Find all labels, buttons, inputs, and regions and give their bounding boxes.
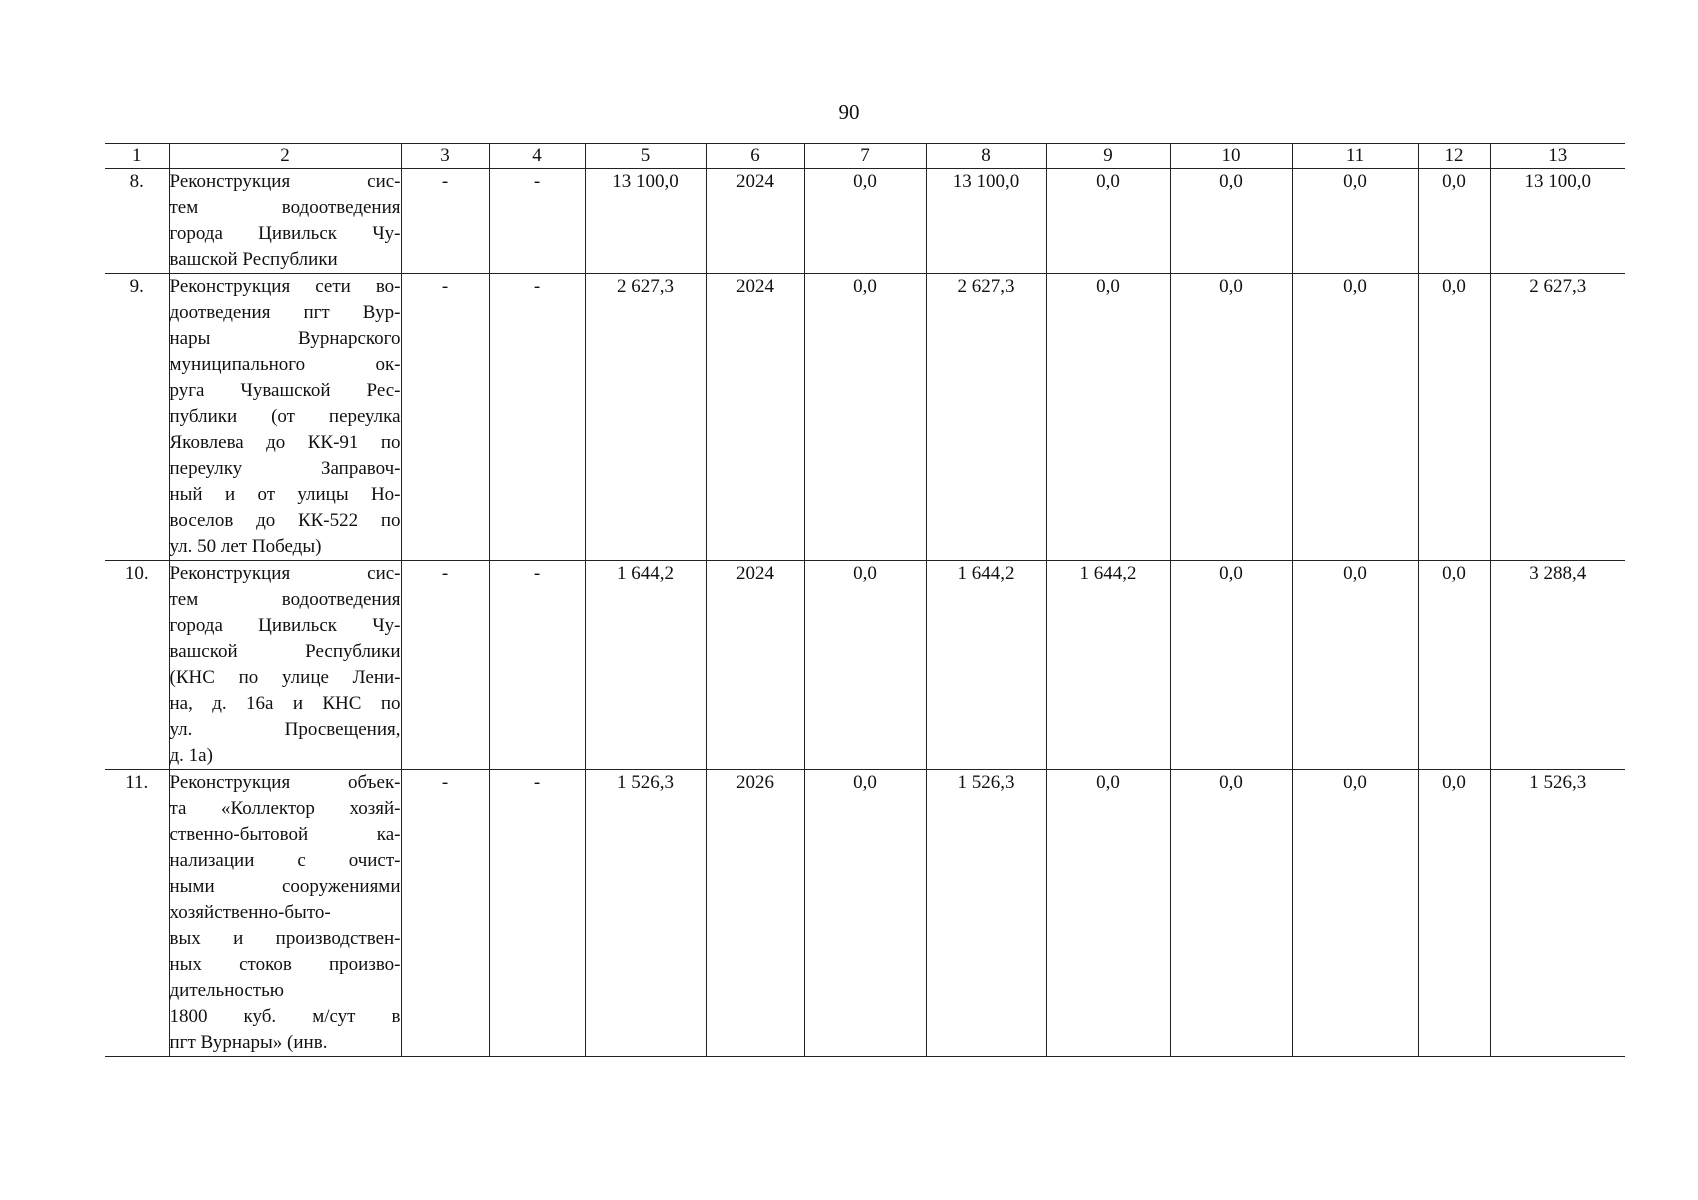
description-line: Реконструкция сети во- <box>169 276 401 297</box>
description-line: ный и от улицы Но- <box>169 484 401 505</box>
description-line: тем водоотведения <box>169 589 401 610</box>
description-line: тем водоотведения <box>169 197 401 218</box>
value-cell-c7: 0,0 <box>804 770 926 1057</box>
value-cell-c13: 1 526,3 <box>1490 770 1625 1057</box>
description-line: Реконструкция сис- <box>169 171 401 192</box>
value-cell-c3: - <box>401 770 489 1057</box>
value-cell-c4: - <box>489 274 585 561</box>
description-line: муниципального ок- <box>169 354 401 375</box>
value-cell-c11: 0,0 <box>1292 169 1418 274</box>
description-line: дительностью <box>169 980 284 1001</box>
description-line: пгт Вурнары» (инв. <box>169 1032 328 1053</box>
value-cell-c5: 1 526,3 <box>585 770 706 1057</box>
value-cell-c4: - <box>489 561 585 770</box>
value-cell-c7: 0,0 <box>804 169 926 274</box>
value-cell-c11: 0,0 <box>1292 561 1418 770</box>
description-line: ственно-бытовой ка- <box>169 824 401 845</box>
description-line: та «Коллектор хозяй- <box>169 798 401 819</box>
value-cell-c9: 1 644,2 <box>1046 561 1170 770</box>
page-number: 90 <box>838 100 860 124</box>
value-cell-c5: 13 100,0 <box>585 169 706 274</box>
value-cell-c10: 0,0 <box>1170 274 1292 561</box>
value-cell-c3: - <box>401 561 489 770</box>
description-line: доотведения пгт Вур- <box>169 302 401 323</box>
description-cell <box>169 770 401 1057</box>
description-line: ул. Просвещения, <box>169 719 401 740</box>
value-cell-c3: - <box>401 274 489 561</box>
value-cell-c7: 0,0 <box>804 561 926 770</box>
table-row <box>105 561 1625 770</box>
value-cell-c5: 2 627,3 <box>585 274 706 561</box>
value-cell-c12: 0,0 <box>1418 169 1490 274</box>
value-cell-c9: 0,0 <box>1046 169 1170 274</box>
column-header: 7 <box>804 144 926 169</box>
header-row <box>105 144 1625 169</box>
description-line: нары Вурнарского <box>169 328 401 349</box>
row-number: 9. <box>105 274 169 561</box>
description-line: нализации с очист- <box>169 850 401 871</box>
value-cell-c13: 13 100,0 <box>1490 169 1625 274</box>
table-row <box>105 169 1625 274</box>
value-cell-c5: 1 644,2 <box>585 561 706 770</box>
column-header: 2 <box>169 144 401 169</box>
value-cell-c11: 0,0 <box>1292 274 1418 561</box>
description-line: воселов до КК-522 по <box>169 510 401 531</box>
value-cell-c13: 3 288,4 <box>1490 561 1625 770</box>
description-line: 1800 куб. м/сут в <box>169 1006 401 1027</box>
description-line: д. 1а) <box>169 745 213 766</box>
description-line: Яковлева до КК-91 по <box>169 432 401 453</box>
description-line: хозяйственно-быто- <box>169 902 331 923</box>
data-table <box>105 143 1625 1057</box>
column-header: 12 <box>1418 144 1490 169</box>
column-header: 10 <box>1170 144 1292 169</box>
description-line: переулку Заправоч- <box>169 458 401 479</box>
description-cell <box>169 274 401 561</box>
column-header: 8 <box>926 144 1046 169</box>
row-number: 11. <box>105 770 169 1057</box>
row-number: 8. <box>105 169 169 274</box>
description-line: (КНС по улице Лени- <box>169 667 401 688</box>
column-header: 13 <box>1490 144 1625 169</box>
description-line: руга Чувашской Рес- <box>169 380 401 401</box>
description-line: вых и производствен- <box>169 928 401 949</box>
value-cell-c12: 0,0 <box>1418 770 1490 1057</box>
value-cell-c4: - <box>489 770 585 1057</box>
value-cell-c12: 0,0 <box>1418 561 1490 770</box>
value-cell-c12: 0,0 <box>1418 274 1490 561</box>
column-header: 4 <box>489 144 585 169</box>
description-cell <box>169 561 401 770</box>
table-row <box>105 274 1625 561</box>
value-cell-c6: 2024 <box>706 169 804 274</box>
value-cell-c10: 0,0 <box>1170 561 1292 770</box>
value-cell-c4: - <box>489 169 585 274</box>
description-line: вашской Республики <box>169 641 401 662</box>
value-cell-c6: 2026 <box>706 770 804 1057</box>
description-line: города Цивильск Чу- <box>169 615 401 636</box>
value-cell-c13: 2 627,3 <box>1490 274 1625 561</box>
description-line: ными сооружениями <box>169 876 401 897</box>
value-cell-c8: 13 100,0 <box>926 169 1046 274</box>
column-header: 6 <box>706 144 804 169</box>
description-line: ных стоков произво- <box>169 954 401 975</box>
value-cell-c10: 0,0 <box>1170 770 1292 1057</box>
value-cell-c8: 1 526,3 <box>926 770 1046 1057</box>
description-line: Реконструкция объек- <box>169 772 401 793</box>
value-cell-c6: 2024 <box>706 561 804 770</box>
value-cell-c11: 0,0 <box>1292 770 1418 1057</box>
column-header: 9 <box>1046 144 1170 169</box>
table-row <box>105 770 1625 1057</box>
value-cell-c3: - <box>401 169 489 274</box>
description-cell <box>169 169 401 274</box>
value-cell-c8: 2 627,3 <box>926 274 1046 561</box>
column-header: 11 <box>1292 144 1418 169</box>
value-cell-c6: 2024 <box>706 274 804 561</box>
value-cell-c8: 1 644,2 <box>926 561 1046 770</box>
description-line: публики (от переулка <box>169 406 401 427</box>
row-number: 10. <box>105 561 169 770</box>
value-cell-c9: 0,0 <box>1046 770 1170 1057</box>
column-header: 5 <box>585 144 706 169</box>
value-cell-c7: 0,0 <box>804 274 926 561</box>
column-header: 3 <box>401 144 489 169</box>
description-line: на, д. 16а и КНС по <box>169 693 401 714</box>
description-line: вашской Республики <box>169 249 338 270</box>
value-cell-c10: 0,0 <box>1170 169 1292 274</box>
description-line: ул. 50 лет Победы) <box>169 536 322 557</box>
value-cell-c9: 0,0 <box>1046 274 1170 561</box>
description-line: города Цивильск Чу- <box>169 223 401 244</box>
description-line: Реконструкция сис- <box>169 563 401 584</box>
column-header: 1 <box>105 144 169 169</box>
